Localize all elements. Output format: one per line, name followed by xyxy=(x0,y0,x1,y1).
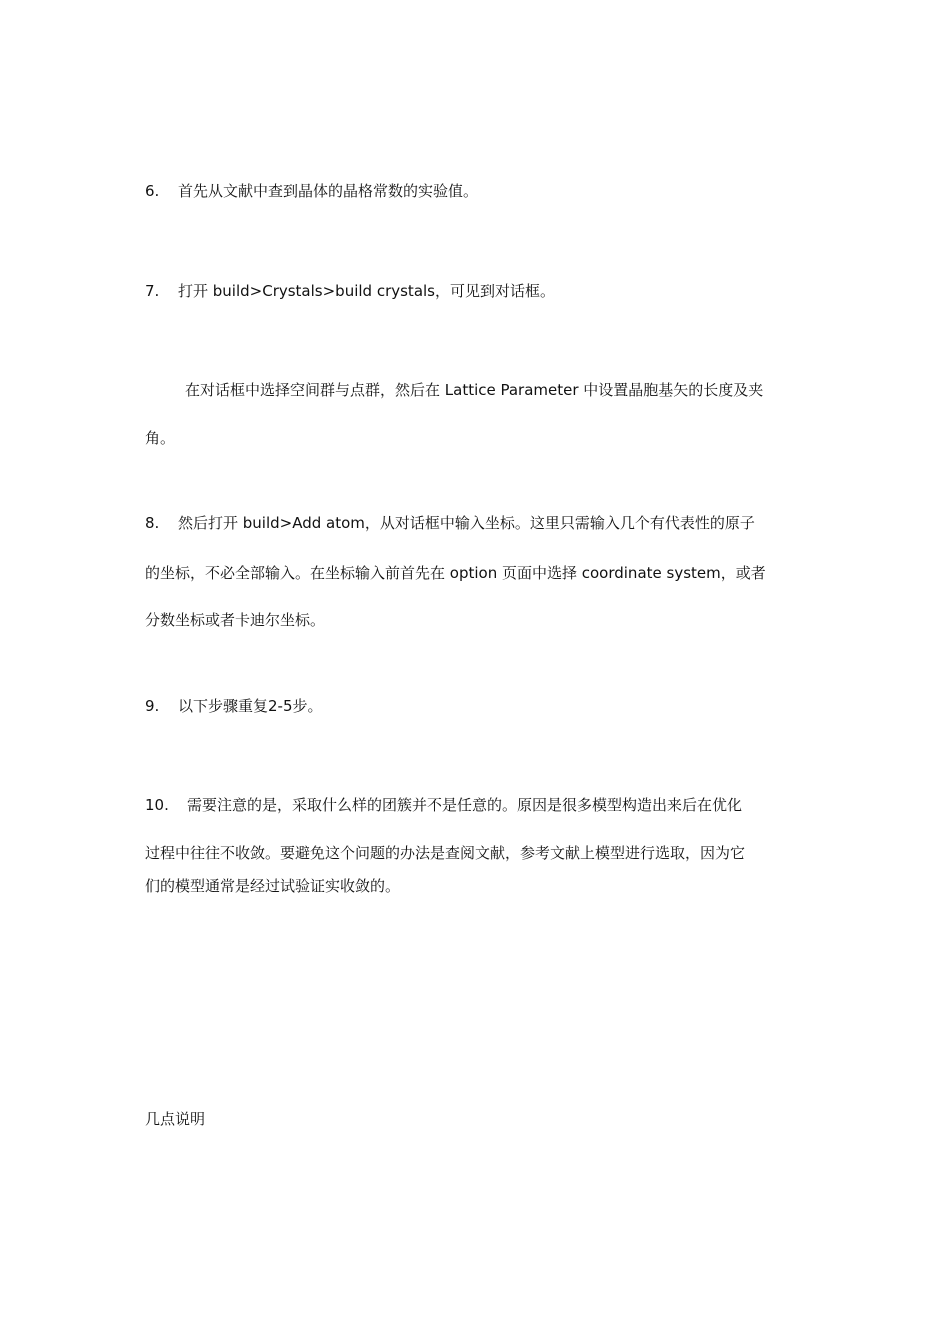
paragraph-line xyxy=(145,428,810,448)
list-item-10 xyxy=(145,795,810,815)
item-text: 的坐标，不必全部输入。在坐标输入前首先在 option 页面中选择 coordinate system，或者 xyxy=(145,564,766,582)
item-text: 首先从文献中查到晶体的晶格常数的实验值。 xyxy=(178,182,479,200)
list-item-9 xyxy=(145,696,810,716)
paragraph-text: 在对话框中选择空间群与点群，然后在 Lattice Parameter 中设置晶胞基矢的长度及夹 xyxy=(185,381,764,399)
list-item-7 xyxy=(145,281,810,301)
item-number: 8. xyxy=(145,514,160,532)
item-number: 6. xyxy=(145,182,160,200)
item-text: 以下步骤重复2-5步。 xyxy=(178,697,323,715)
list-item-8 xyxy=(145,513,810,533)
list-item-6 xyxy=(145,181,810,201)
item-number: 10. xyxy=(145,796,169,814)
list-item-8-continuation xyxy=(145,563,810,583)
item-number: 7. xyxy=(145,282,160,300)
section-heading-text: 几点说明 xyxy=(145,1110,206,1128)
item-text: 分数坐标或者卡迪尔坐标。 xyxy=(145,611,326,629)
paragraph-line xyxy=(145,380,810,400)
list-item-10-continuation xyxy=(145,843,810,863)
section-heading xyxy=(145,1109,810,1129)
item-text: 打开 build>Crystals>build crystals，可见到对话框。 xyxy=(178,282,555,300)
item-number: 9. xyxy=(145,697,160,715)
list-item-8-continuation xyxy=(145,610,810,630)
item-text: 然后打开 build>Add atom，从对话框中输入坐标。这里只需输入几个有代表性的原子 xyxy=(178,514,755,532)
item-text: 需要注意的是，采取什么样的团簇并不是任意的。原因是很多模型构造出来后在优化 xyxy=(187,796,743,814)
item-text: 们的模型通常是经过试验证实收敛的。 xyxy=(145,877,401,895)
list-item-10-continuation xyxy=(145,876,810,896)
paragraph-text: 角。 xyxy=(145,429,176,447)
item-text: 过程中往往不收敛。要避免这个问题的办法是查阅文献，参考文献上模型进行选取，因为它 xyxy=(145,844,746,862)
